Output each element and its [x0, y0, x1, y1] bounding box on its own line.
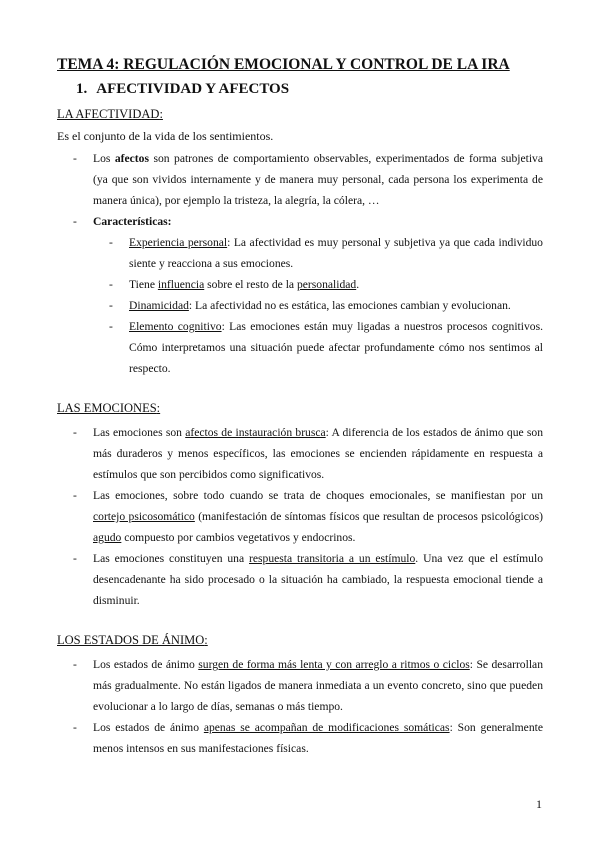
afectos-bold: afectos [114, 152, 149, 165]
caracteristica-dinamicidad [109, 295, 543, 316]
c2-underlined-2: personalidad [296, 278, 357, 291]
e3-post: . Una vez que el estímulo desencadenante ha sido procesado o la situación ha cambiado, la respuesta emocional tiende a disminuir. [93, 552, 543, 607]
caracteristica-experiencia [109, 232, 543, 274]
list-dash: - [109, 236, 113, 249]
list-dash: - [109, 299, 113, 312]
caracteristica-influencia [109, 274, 543, 295]
list-dash: - [73, 152, 77, 165]
list-dash: - [73, 215, 77, 228]
list-dash: - [109, 278, 113, 291]
e1-underlined: afectos de instauración brusca [185, 426, 326, 439]
afectos-post: son patrones de comportamiento observables, experimentados de forma subjetiva (ya que son vividos internamente y de manera muy personal, cada persona los experimenta de manera única), por ejemplo la tristeza, la alegría, la cólera, … [93, 152, 543, 207]
list-dash: - [73, 489, 77, 502]
caracteristica-cognitivo [109, 316, 543, 379]
c2-pre: Tiene [129, 278, 158, 291]
list-dash: - [73, 552, 77, 565]
emociones-title [57, 401, 160, 416]
section-heading [76, 81, 289, 98]
afectividad-title-text: LA AFECTIVIDAD [57, 107, 160, 121]
afectividad-intro: Es el conjunto de la vida de los sentimientos. [57, 129, 274, 143]
e2-underlined-1: cortejo psicosomático [93, 510, 195, 523]
caracteristicas-label: Características: [93, 215, 172, 228]
afectividad-title [57, 107, 163, 122]
animo-title-colon: : [204, 633, 208, 647]
e1-pre: Las emociones son [93, 426, 186, 439]
emociones-item-1 [73, 422, 543, 485]
emociones-title-text: LAS EMOCIONES [57, 401, 157, 415]
e2-post: compuesto por cambios vegetativos y endocrinos. [121, 531, 356, 544]
e3-underlined: respuesta transitoria a un estímulo [249, 552, 416, 565]
animo-title-text: LOS ESTADOS DE ÁNIMO [57, 633, 205, 647]
c4-text: : Las emociones están muy ligadas a nuestros procesos cognitivos. Cómo interpretamos una situación puede afectar profundamente cómo nos sentimos al respecto. [129, 320, 543, 375]
a2-post: : Son generalmente menos intensos en sus manifestaciones físicas. [93, 721, 543, 755]
animo-item-2 [73, 717, 543, 759]
list-dash: - [73, 426, 77, 439]
emociones-item-2 [73, 485, 543, 548]
afectividad-title-colon: : [159, 107, 163, 121]
c1-underlined: Experiencia personal [129, 236, 228, 249]
page-number: 1 [536, 797, 542, 811]
a1-post: : Se desarrollan más gradualmente. No están ligados de manera inmediata a un evento concreto, sino que pueden evolucionar a lo largo de días, semanas o más tiempo. [93, 658, 543, 713]
heading-number: 1. [76, 81, 88, 97]
animo-title [57, 633, 208, 648]
a2-underlined: apenas se acompañan de modificaciones somáticas [203, 721, 450, 734]
emociones-title-colon: : [156, 401, 161, 415]
e2-underlined-2: agudo [93, 531, 122, 544]
e2-pre: Las emociones, sobre todo cuando se trata de choques emocionales, se manifiestan por un [93, 489, 543, 502]
c3-underlined: Dinamicidad [129, 299, 189, 312]
animo-item-1 [73, 654, 543, 717]
c3-text: : La afectividad no es estática, las emociones cambian y evolucionan. [188, 299, 511, 312]
a2-pre: Los estados de ánimo [93, 721, 204, 734]
c1-text: : La afectividad es muy personal y subjetiva ya que cada individuo siente y reacciona a sus emociones. [129, 236, 543, 270]
e2-mid: (manifestación de síntomas físicos que resultan de procesos psicológicos) [194, 510, 543, 523]
a1-underlined: surgen de forma más lenta y con arreglo a ritmos o ciclos [198, 658, 470, 671]
a1-pre: Los estados de ánimo [93, 658, 199, 671]
afectos-item [73, 148, 543, 211]
e3-pre: Las emociones constituyen una [93, 552, 249, 565]
c2-underlined-1: influencia [157, 278, 205, 291]
list-dash: - [109, 320, 113, 333]
e1-post: : A diferencia de los estados de ánimo que son más duraderos y menos específicos, las emociones se encienden rápidamente en respuesta a estímulos que son percibidos como significativos. [93, 426, 543, 481]
afectos-pre: Los [93, 152, 115, 165]
list-dash: - [73, 658, 77, 671]
c2-post: . [356, 278, 360, 291]
caracteristicas-item [73, 211, 543, 232]
document-title: TEMA 4: REGULACIÓN EMOCIONAL Y CONTROL DE LA IRA [57, 56, 510, 73]
c2-mid: sobre el resto de la [204, 278, 297, 291]
heading-text: AFECTIVIDAD Y AFECTOS [96, 81, 290, 97]
c4-underlined: Elemento cognitivo [129, 320, 222, 333]
emociones-item-3 [73, 548, 543, 611]
list-dash: - [73, 721, 77, 734]
